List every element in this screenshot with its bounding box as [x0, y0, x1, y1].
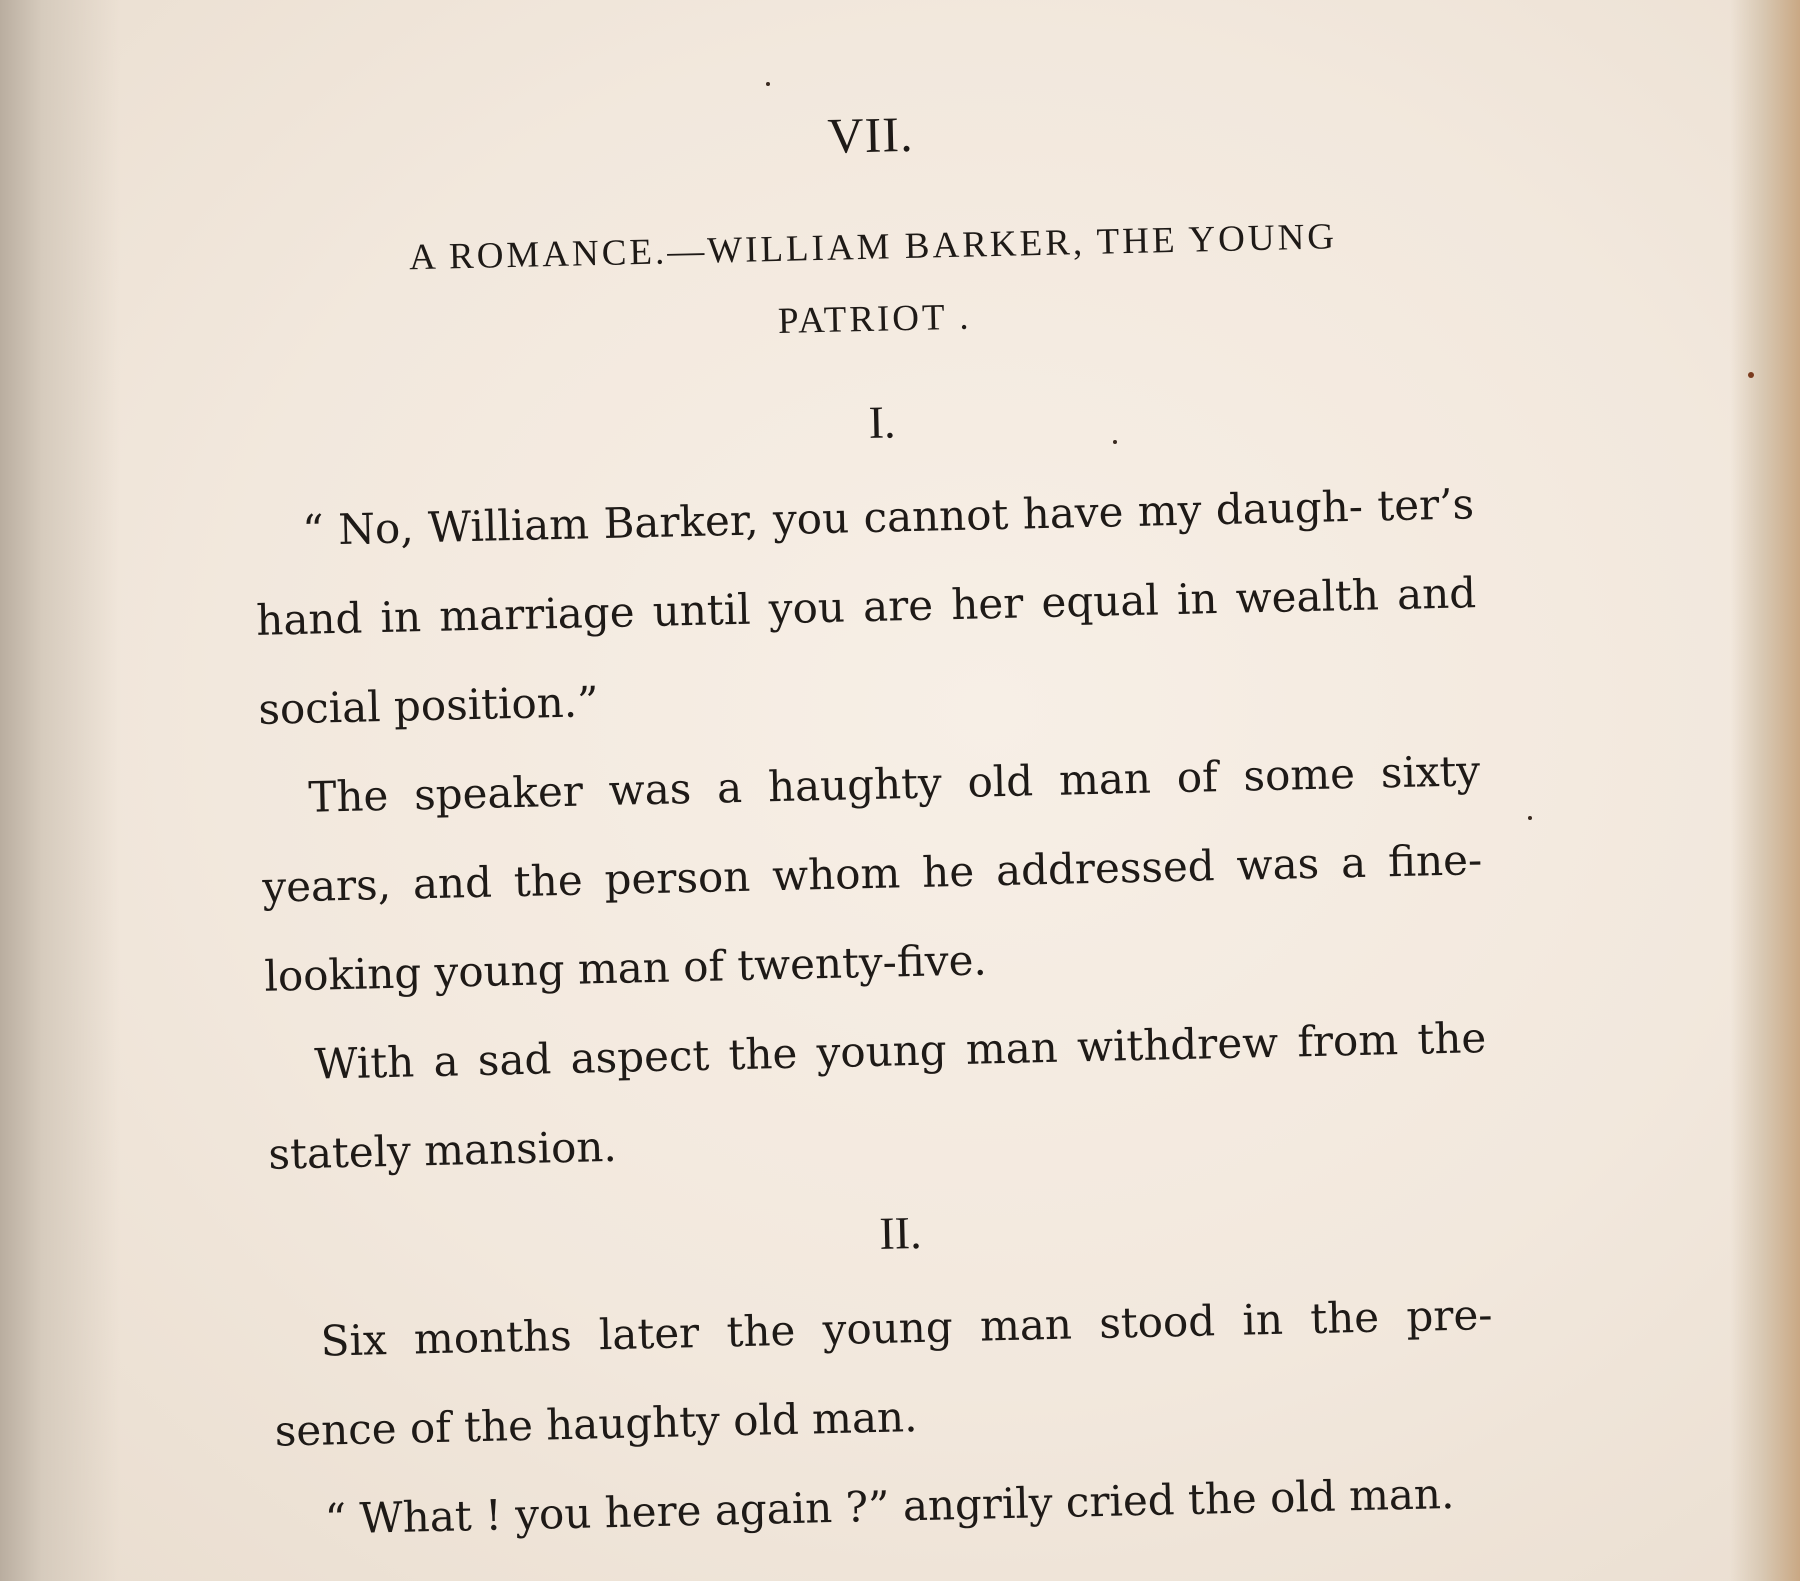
paragraph: Six months later the young man stood in the pre- sence of the haughty old man. — [274, 1290, 1493, 1456]
section-number: I. — [868, 396, 896, 448]
paper-speck — [1528, 816, 1532, 820]
paragraph: With a sad aspect the young man withdrew from the stately mansion. — [267, 1013, 1487, 1179]
paragraph: The speaker was a haughty old man of some sixty years, and the person whom he addressed was a fine- looking young man of twenty-five. — [261, 746, 1483, 1001]
chapter-title-line: PATRIOT . — [777, 296, 972, 342]
chapter-title-line: A ROMANCE.—WILLIAM BARKER, THE YOUNG — [408, 216, 1338, 279]
paper-speck — [1748, 372, 1754, 378]
chapter-title — [247, 198, 1470, 370]
paper-speck — [766, 82, 770, 86]
paragraph: “ No, William Barker, you cannot have my daugh- ter’s hand in marriage until you are her equal in wealth and social position.” — [255, 479, 1477, 734]
page-text — [245, 92, 1497, 1564]
section-number: II. — [878, 1206, 923, 1259]
book-gutter-shadow — [0, 0, 120, 1581]
paragraph: “ What ! you here again ?” angrily cried the old man. — [324, 1468, 1455, 1544]
page-edge — [1730, 0, 1800, 1581]
chapter-number: VII. — [826, 105, 915, 164]
